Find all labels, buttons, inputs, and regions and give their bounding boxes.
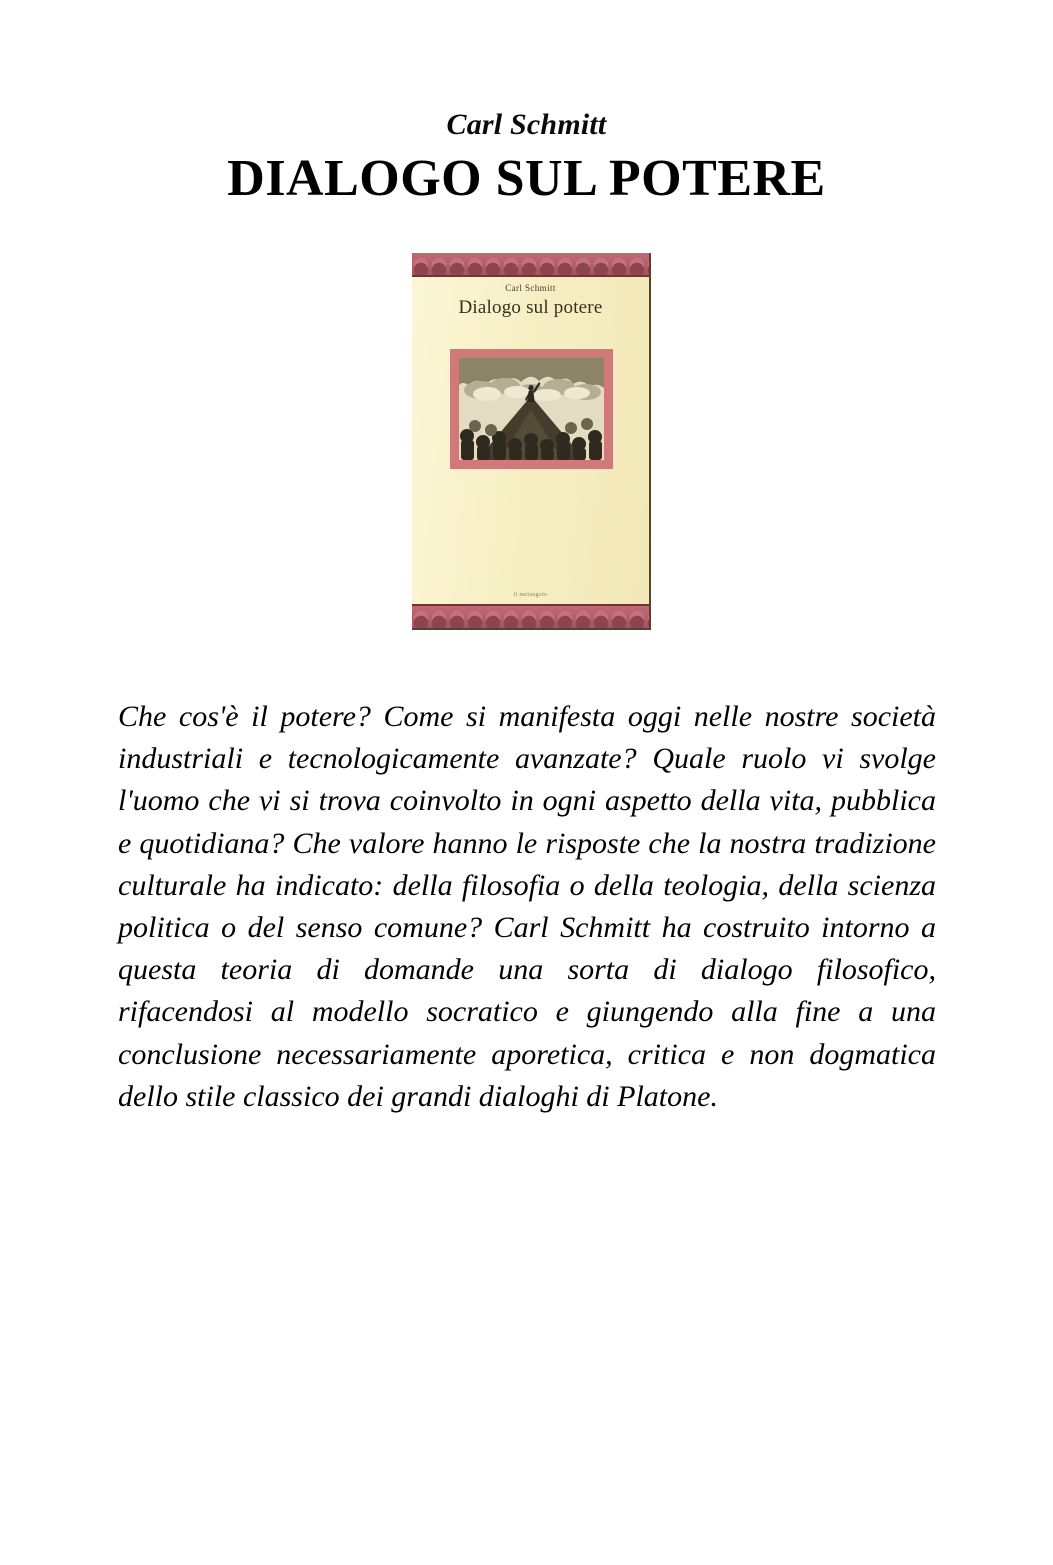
book-blurb-text: Che cos'è il potere? Come si manifesta oggi nelle nostre società industriali e tecnologicamente avanzate? Quale ruolo vi svolge l'uomo che vi si trova coinvolto in ogni aspetto della vita, pubblica e quotidiana? Che valore hanno le risposte che la nostra tradizione culturale ha indicato: della filosofia o della teologia, della scienza politica o del senso comune? Carl Schmitt ha costruito intorno a questa teoria di domande una sorta di dialogo filosofico, rifacendosi al modello socratico e giungendo alla fine a una conclusione necessariamente aporetica, critica e non dogmatica dello stile classico dei grandi dialoghi di Platone. — [118, 700, 936, 1113]
book-cover-image — [412, 253, 651, 630]
cover-bottom-ornament-band — [412, 604, 649, 628]
author-name: Carl Schmitt — [446, 108, 607, 141]
page-title: DIALOGO SUL POTERE — [227, 150, 826, 207]
cover-author-name: Carl Schmitt — [505, 283, 556, 293]
cover-illustration-frame — [450, 349, 613, 469]
cover-title: Dialogo sul potere — [458, 297, 603, 318]
woodcut-illustration-icon — [459, 358, 604, 460]
page-header — [0, 108, 1053, 209]
cover-top-ornament-band — [412, 253, 649, 277]
cover-publisher-imprint: il melangolo — [513, 592, 548, 598]
